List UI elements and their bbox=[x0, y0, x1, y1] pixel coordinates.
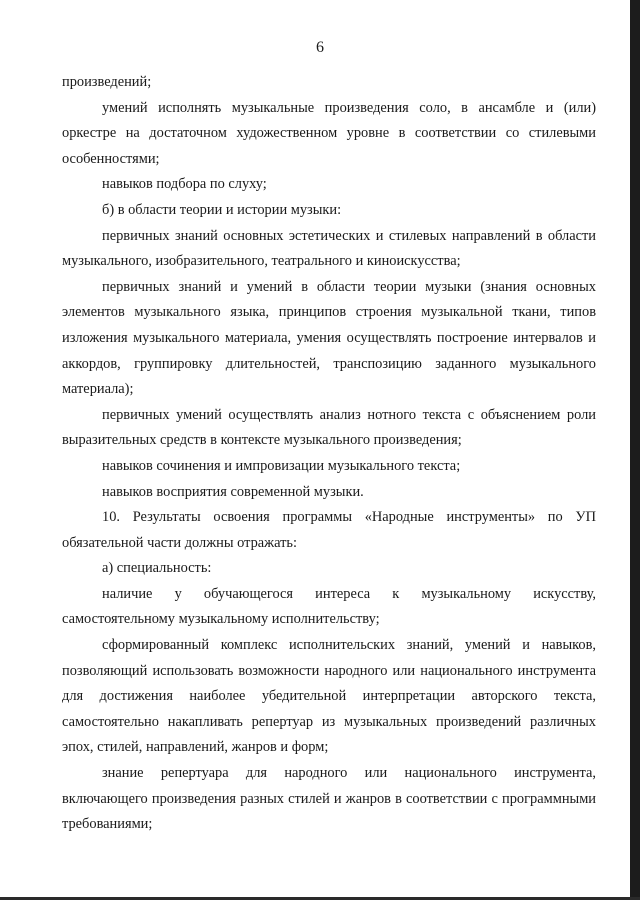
paragraph-modern-music: навыков восприятия современной музыки. bbox=[102, 483, 364, 500]
paragraph-section-10: 10. Результаты освоения программы «Народные инструменты» по УП обязательной части должны отражать: bbox=[62, 509, 596, 551]
paragraph-music-theory: первичных знаний и умений в области теории музыки (знания основных элементов музыкального языка, принципов строения музыкальной ткани, типов изложения музыкального материала, умения осуществлять построение интервалов и аккордов, группировку длительностей, транспозицию заданного музыкального материала); bbox=[62, 278, 596, 398]
paragraph-theory-heading: б) в области теории и истории музыки: bbox=[102, 201, 342, 218]
paragraph-complex-skills: сформированный комплекс исполнительских знаний, умений и навыков, позволяющий использовать возможности народного или национального инструмента для достижения наиболее убедительной интерпретации авторского текста, самостоятельно накапливать репертуар из музыкальных произведений различных эпох, стилей, направлений, жанров и форм; bbox=[62, 637, 596, 756]
paragraph-ear-skills: навыков подбора по слуху; bbox=[102, 176, 267, 193]
scan-edge-right bbox=[630, 0, 640, 900]
paragraph-composition-skills: навыков сочинения и импровизации музыкального текста; bbox=[102, 457, 461, 474]
paragraph-analysis-skills: первичных умений осуществлять анализ нотного текста с объяснением роли выразительных средств в контексте музыкального произведения; bbox=[62, 406, 596, 449]
page-number: 6 bbox=[316, 39, 324, 56]
paragraph-repertoire: знание репертуара для народного или национального инструмента, включающего произведения разных стилей и жанров в соответствии с программными требованиями; bbox=[62, 765, 596, 833]
body-text bbox=[62, 70, 596, 838]
paragraph-performance-skills: умений исполнять музыкальные произведения соло, в ансамбле и (или) оркестре на достаточном художественном уровне в соответствии со стилевыми особенностями; bbox=[62, 99, 596, 167]
paragraph-aesthetic-knowledge: первичных знаний основных эстетических и стилевых направлений в области музыкального, изобразительного, театрального и киноискусства; bbox=[62, 227, 596, 270]
paragraph-specialty-heading: а) специальность: bbox=[102, 560, 212, 577]
paragraph-continuation: произведений; bbox=[62, 74, 152, 90]
paragraph-interest: наличие у обучающегося интереса к музыкальному искусству, самостоятельному музыкальному исполнительству; bbox=[62, 585, 596, 628]
